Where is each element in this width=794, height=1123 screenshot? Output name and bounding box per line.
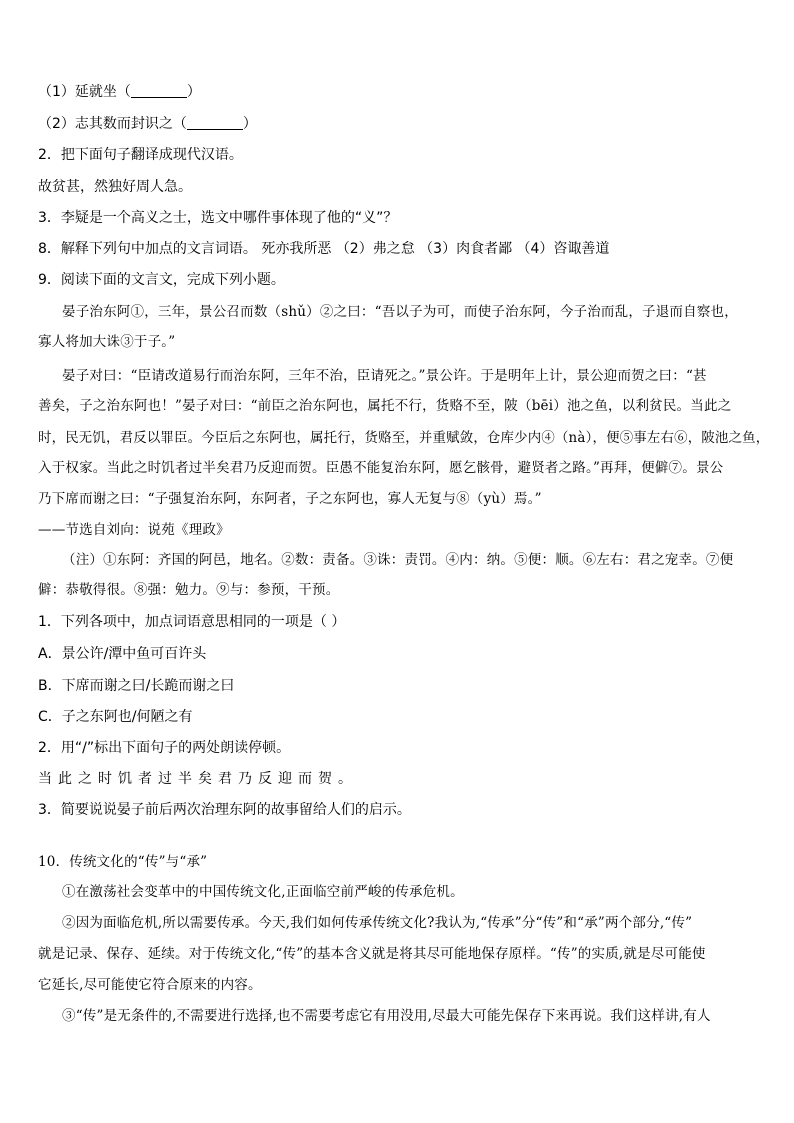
passage-source: ——节选自刘向：说苑《理政》 xyxy=(38,522,230,538)
passage-line: 晏子治东阿①，三年，景公召而数（shǔ）②之曰：“吾以子为可，而使子治东阿，今子治而乱，子退而自察也， xyxy=(62,304,738,320)
article-line: ①在激荡社会变革中的中国传统文化,正面临空前严峻的传承危机。 xyxy=(62,884,464,900)
article-line: 它延长,尽可能使它符合原来的内容。 xyxy=(38,977,262,993)
passage-line: 寡人将加大诛③于子。” xyxy=(38,334,176,350)
article-line: 就是记录、保存、延续。对于传统文化,“传”的基本含义就是将其尽可能地保存原样。“传”的实质,就是尽可能使 xyxy=(38,946,706,962)
question-3-title: 3．李疑是一个高义之士，选文中哪件事体现了他的“义”？ xyxy=(38,210,398,226)
article-line: ②因为面临危机,所以需要传承。今天,我们如何传承传统文化?我认为,“传承”分“传”和“承”两个部分,“传” xyxy=(62,915,693,931)
option-a: A．景公许/潭中鱼可百许头 xyxy=(38,646,207,662)
passage-line: 晏子对曰：“臣请改道易行而治东阿，三年不治，臣请死之。”景公许。于是明年上计，景公迎而贺之曰：“甚 xyxy=(62,368,707,384)
article-line: ③“传”是无条件的,不需要进行选择,也不需要考虑它有用没用,尽最大可能先保存下来再说。我们这样讲,有人 xyxy=(62,1008,711,1024)
question-10-title: 10．传统文化的“传”与“承” xyxy=(38,854,208,870)
question-2-sentence: 故贫甚，然独好周人急。 xyxy=(38,179,192,195)
answer-blank-2[interactable] xyxy=(187,115,243,130)
passage-line: 入于权家。当此之时饥者过半矣君乃反迎而贺。臣愚不能复治东阿，愿乞骸骨，避贤者之路。”再拜，便僻⑦。景公 xyxy=(38,460,724,476)
passage-note: 僻：恭敬得很。⑧强：勉力。⑨与：参预，干预。 xyxy=(38,582,340,598)
question-9-title: 9．阅读下面的文言文，完成下列小题。 xyxy=(38,272,285,288)
sub-question-1: 1．下列各项中，加点词语意思相同的一项是（ ） xyxy=(38,614,346,630)
passage-line: 乃下席而谢之曰：“子强复治东阿，东阿者，子之东阿也，寡人无复与⑧（yù）焉。” xyxy=(38,491,542,507)
answer-blank-1[interactable] xyxy=(131,83,187,98)
question-sub2: （2）志其数而封识之（ ） xyxy=(38,116,257,132)
question-8: 8．解释下列句中加点的文言词语。 死亦我所恶 （2）弗之怠 （3）肉食者鄙 （4）咨诹善道 xyxy=(38,241,610,257)
passage-line: 时，民无饥，君反以罪臣。今臣后之东阿也，属托行，货赂至，并重赋敛，仓库少内④（nà），便⑤事左右⑥，陂池之鱼， xyxy=(38,430,770,446)
passage-note: （注）①东阿：齐国的阿邑，地名。②数：责备。③诛：责罚。④内：纳。⑤便：顺。⑥左右：君之宠幸。⑦便 xyxy=(62,552,734,568)
sub-question-3: 3．简要说说晏子前后两次治理东阿的故事留给人们的启示。 xyxy=(38,802,411,818)
option-c: C．子之东阿也/何陋之有 xyxy=(38,709,193,725)
question-2-title: 2．把下面句子翻译成现代汉语。 xyxy=(38,147,243,163)
question-sub1: （1）延就坐（ ） xyxy=(38,84,201,100)
sub-question-2: 2．用“/”标出下面句子的两处朗读停顿。 xyxy=(38,740,291,756)
sub-question-2-sentence: 当此之时饥者过半矣君乃反迎而贺。 xyxy=(38,771,358,787)
passage-line: 善矣，子之治东阿也！”晏子对曰：“前臣之治东阿也，属托不行，货赂不至，陂（bēi）池之鱼，以利贫民。当此之 xyxy=(38,398,732,414)
option-b: B．下席而谢之曰/长跪而谢之曰 xyxy=(38,678,235,694)
